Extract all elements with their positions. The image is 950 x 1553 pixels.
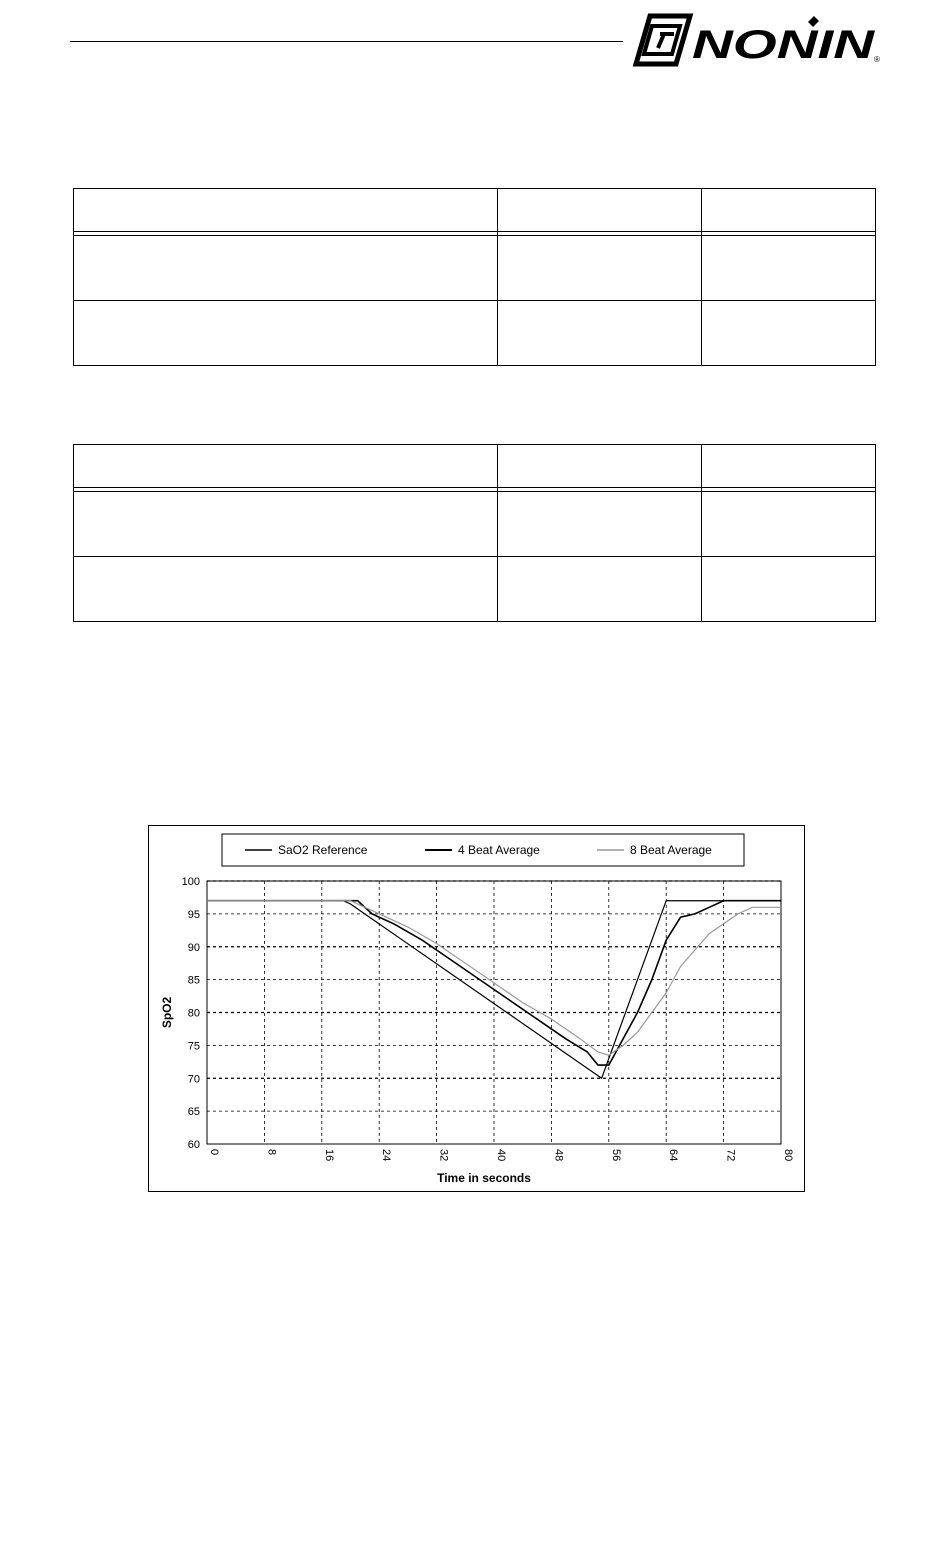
- x-tick-label: 80: [782, 1149, 794, 1162]
- table-row: [74, 236, 876, 301]
- x-tick-label: 72: [724, 1149, 737, 1162]
- x-tick-label: 32: [437, 1149, 450, 1162]
- x-tick-label: 24: [380, 1149, 393, 1162]
- table-row: [74, 301, 876, 366]
- spo2-chart: [148, 825, 805, 1192]
- x-axis-label: Time in seconds: [437, 1171, 531, 1185]
- legend-label-2: 4 Beat Average: [458, 843, 540, 857]
- table-header-row: [74, 189, 876, 232]
- y-tick-label: 85: [187, 974, 200, 987]
- registered-mark: ®: [874, 55, 880, 64]
- nonin-logo-text: NONIN: [692, 23, 876, 67]
- table-row: [74, 492, 876, 557]
- y-tick-label: 95: [187, 908, 200, 921]
- y-tick-label: 80: [187, 1007, 200, 1020]
- y-tick-label: 100: [181, 876, 200, 888]
- x-tick-label: 16: [322, 1149, 335, 1162]
- x-tick-label: 40: [495, 1149, 507, 1162]
- y-tick-label: 75: [187, 1040, 200, 1053]
- table-2: [73, 444, 876, 622]
- chart-canvas: [149, 826, 806, 1193]
- table-header-row: [74, 445, 876, 488]
- x-tick-label: 64: [667, 1149, 680, 1162]
- y-tick-label: 60: [187, 1139, 200, 1151]
- header-rule: [70, 41, 623, 42]
- x-tick-label: 48: [552, 1149, 565, 1162]
- nonin-logo: [628, 12, 884, 68]
- legend-label-3: 8 Beat Average: [630, 843, 712, 857]
- y-tick-label: 70: [187, 1073, 200, 1086]
- table-row: [74, 557, 876, 622]
- y-tick-label: 65: [187, 1106, 200, 1119]
- y-axis-label: SpO2: [160, 996, 174, 1029]
- x-tick-label: 8: [265, 1149, 278, 1156]
- x-tick-label: 0: [208, 1149, 220, 1156]
- y-tick-label: 90: [187, 941, 200, 954]
- x-tick-label: 56: [609, 1149, 622, 1162]
- table-1: [73, 188, 876, 366]
- legend-label-1: SaO2 Reference: [278, 843, 368, 857]
